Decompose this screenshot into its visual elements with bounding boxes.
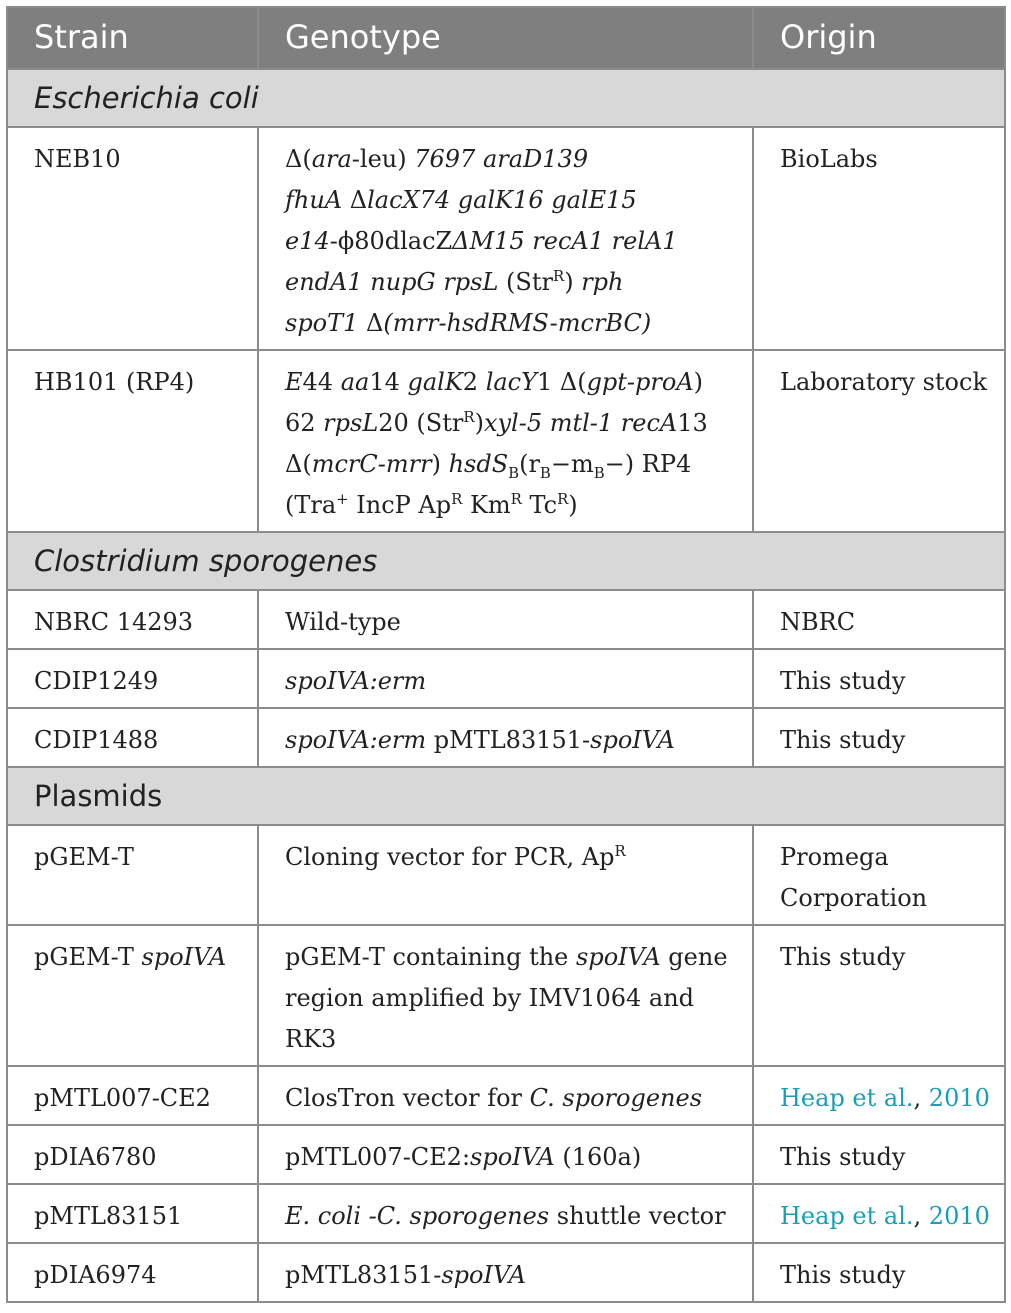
cell-genotype-line [285, 720, 734, 761]
text-segment: Δ( [285, 450, 312, 478]
text-segment: aa [340, 368, 370, 396]
text-segment: + [336, 490, 349, 508]
cell-genotype-line [285, 139, 734, 180]
cell-genotype [258, 708, 753, 767]
text-segment: ) [431, 450, 449, 478]
text-segment: , [913, 1202, 929, 1230]
text-segment: B [539, 463, 551, 482]
text-segment: spoIVA [470, 1143, 555, 1171]
cell-origin-line [780, 837, 986, 878]
cell-origin-line [780, 1137, 986, 1178]
table-row [7, 925, 1005, 1066]
text-segment: R [451, 490, 463, 508]
table-row [7, 1243, 1005, 1302]
text-segment: pMTL83151 [34, 1202, 183, 1230]
text-segment: CDIP1488 [34, 726, 159, 754]
cell-strain-line [34, 1078, 239, 1119]
cell-strain-line [34, 362, 239, 403]
citation-link[interactable]: 2010 [928, 1084, 990, 1112]
header-strain: Strain [7, 7, 258, 69]
text-segment: BioLabs [780, 145, 878, 173]
text-segment: This study [780, 667, 906, 695]
text-segment: B [593, 463, 605, 482]
text-segment: NBRC 14293 [34, 608, 194, 636]
section-row [7, 767, 1005, 825]
text-segment: ) [693, 368, 704, 396]
table-row [7, 825, 1005, 925]
text-segment: B [508, 463, 520, 482]
strains-table [6, 6, 1006, 1303]
text-segment: (Str [498, 268, 553, 296]
cell-strain [7, 1125, 258, 1184]
text-segment: -leu) [351, 145, 415, 173]
text-segment: R [510, 490, 522, 508]
cell-genotype [258, 649, 753, 708]
text-segment: ara [311, 145, 352, 173]
cell-origin-line [780, 602, 986, 643]
section-label: Clostridium sporogenes [7, 532, 1005, 590]
text-segment: lacX74 galK16 galE15 [367, 186, 637, 214]
cell-origin-line [780, 1078, 990, 1119]
text-segment: -ϕ80dlacZ [329, 227, 453, 255]
cell-origin-line [780, 720, 986, 761]
text-segment: pMTL007-CE2: [285, 1143, 471, 1171]
text-segment: Δ( [285, 145, 312, 173]
text-segment: −m [550, 450, 594, 478]
text-segment: mcrC-mrr [311, 450, 432, 478]
text-segment: E [285, 368, 303, 396]
text-segment: pGEM-T containing the [285, 943, 577, 971]
text-segment: ) [568, 491, 578, 519]
table-row [7, 649, 1005, 708]
text-segment: gene [660, 943, 728, 971]
text-segment: CDIP1249 [34, 667, 159, 695]
cell-origin-line [780, 139, 986, 180]
cell-strain-line [34, 602, 239, 643]
cell-origin-line [780, 362, 986, 403]
cell-origin [753, 350, 1005, 532]
text-segment: , [913, 1084, 929, 1112]
cell-genotype-line [285, 362, 734, 403]
text-segment: E. coli -C. sporogenes [285, 1202, 550, 1230]
text-segment: (Tra [285, 491, 337, 519]
cell-strain [7, 590, 258, 649]
text-segment: Δ [342, 186, 368, 214]
cell-genotype-line [285, 303, 734, 344]
text-segment: NEB10 [34, 145, 121, 173]
text-segment: NBRC [780, 608, 856, 636]
cell-strain-line [34, 1196, 239, 1237]
table-row [7, 1125, 1005, 1184]
table-row [7, 1184, 1005, 1243]
text-segment: This study [780, 943, 906, 971]
cell-origin [753, 1243, 1005, 1302]
text-segment: Km [462, 491, 511, 519]
text-segment: R [614, 842, 626, 860]
cell-origin [753, 708, 1005, 767]
text-segment: e14 [285, 227, 330, 255]
text-segment: pMTL83151- [426, 726, 591, 754]
cell-origin-line [780, 937, 986, 978]
table-row [7, 1066, 1005, 1125]
cell-origin-line [780, 1196, 990, 1237]
cell-strain [7, 1066, 258, 1125]
cell-genotype [258, 825, 753, 925]
text-segment: ) [564, 268, 582, 296]
section-label: Plasmids [7, 767, 1005, 825]
text-segment: 14 [369, 368, 408, 396]
text-segment: RK3 [285, 1025, 337, 1053]
cell-genotype-line [285, 602, 734, 643]
cell-genotype-line [285, 262, 734, 303]
cell-origin-line [780, 878, 986, 919]
text-segment: spoIVA [590, 726, 675, 754]
cell-strain [7, 127, 258, 350]
text-segment: 7697 araD139 [414, 145, 589, 173]
text-segment: (160a) [554, 1143, 642, 1171]
text-segment: endA1 nupG rpsL [285, 268, 499, 296]
cell-genotype-line [285, 1255, 734, 1296]
cell-strain-line [34, 720, 239, 761]
text-segment: 20 (Str [378, 409, 464, 437]
text-segment: lacY [485, 368, 537, 396]
cell-origin [753, 127, 1005, 350]
table-row [7, 590, 1005, 649]
table-row [7, 127, 1005, 350]
text-segment: Wild-type [285, 608, 401, 636]
cell-origin-line [780, 661, 986, 702]
text-segment: HB101 (RP4) [34, 368, 195, 396]
cell-strain [7, 649, 258, 708]
cell-genotype-line [285, 661, 734, 702]
text-segment: (mrr-hsdRMS-mcrBC) [383, 309, 652, 337]
text-segment: Laboratory stock [780, 368, 987, 396]
text-segment: (r [519, 450, 540, 478]
text-segment: −) RP4 [604, 450, 692, 478]
text-segment: Corporation [780, 884, 928, 912]
cell-strain [7, 350, 258, 532]
cell-origin [753, 590, 1005, 649]
text-segment: This study [780, 1261, 906, 1289]
cell-genotype [258, 1066, 753, 1125]
cell-genotype [258, 1184, 753, 1243]
text-segment: C. sporogenes [529, 1084, 703, 1112]
header-row [7, 7, 1005, 69]
cell-strain [7, 1184, 258, 1243]
text-segment: 1 Δ( [536, 368, 587, 396]
text-segment: fhuA [285, 186, 343, 214]
cell-genotype [258, 1125, 753, 1184]
cell-strain [7, 1243, 258, 1302]
section-row [7, 532, 1005, 590]
text-segment: pDIA6780 [34, 1143, 157, 1171]
text-segment: spoIVA:erm [285, 667, 427, 695]
cell-strain-line [34, 661, 239, 702]
text-segment: ΔM15 recA1 relA1 [452, 227, 678, 255]
cell-strain [7, 825, 258, 925]
text-segment: pMTL83151- [285, 1261, 442, 1289]
text-segment: Tc [521, 491, 558, 519]
header-origin: Origin [753, 7, 1005, 69]
cell-genotype [258, 1243, 753, 1302]
cell-strain-line [34, 1137, 239, 1178]
cell-strain [7, 708, 258, 767]
table-row [7, 708, 1005, 767]
table-body [7, 69, 1005, 1302]
text-segment: spoIVA [441, 1261, 526, 1289]
text-segment: ClosTron vector for [285, 1084, 530, 1112]
text-segment: spoT1 [285, 309, 359, 337]
cell-genotype [258, 925, 753, 1066]
text-segment: rph [581, 268, 624, 296]
cell-genotype [258, 590, 753, 649]
text-segment: 13 [677, 409, 708, 437]
section-label: Escherichia coli [7, 69, 1005, 127]
cell-genotype-line [285, 937, 734, 978]
citation-link[interactable]: 2010 [928, 1202, 990, 1230]
text-segment: Cloning vector for PCR, Ap [285, 843, 615, 871]
text-segment: 44 [302, 368, 341, 396]
cell-origin-line [780, 1255, 986, 1296]
text-segment: R [557, 490, 569, 508]
citation-link[interactable]: Heap et al. [780, 1084, 914, 1112]
text-segment: Promega [780, 843, 889, 871]
cell-genotype-line [285, 221, 734, 262]
cell-genotype-line [285, 1137, 734, 1178]
citation-link[interactable]: Heap et al. [780, 1202, 914, 1230]
text-segment: region amplified by IMV1064 and [285, 984, 695, 1012]
text-segment: xyl-5 mtl-1 recA [483, 409, 678, 437]
cell-origin [753, 1125, 1005, 1184]
cell-strain [7, 925, 258, 1066]
cell-genotype-line [285, 837, 734, 878]
text-segment: Δ [358, 309, 384, 337]
cell-strain-line [34, 139, 239, 180]
cell-strain-line [34, 937, 239, 978]
cell-genotype [258, 127, 753, 350]
cell-genotype-line [285, 444, 734, 485]
cell-origin [753, 1066, 1005, 1125]
cell-strain-line [34, 1255, 239, 1296]
text-segment: pMTL007-CE2 [34, 1084, 211, 1112]
text-segment: hsdS [448, 450, 509, 478]
cell-strain-line [34, 837, 239, 878]
text-segment: pDIA6974 [34, 1261, 157, 1289]
cell-origin [753, 925, 1005, 1066]
text-segment: R [463, 408, 475, 426]
cell-genotype-line [285, 1019, 734, 1060]
text-segment: 2 [462, 368, 486, 396]
cell-genotype [258, 350, 753, 532]
cell-genotype-line [285, 978, 734, 1019]
text-segment: pGEM-T [34, 843, 134, 871]
text-segment: gpt-proA [586, 368, 694, 396]
text-segment: spoIVA [141, 943, 227, 971]
cell-genotype-line [285, 403, 734, 444]
text-segment: ) [474, 409, 484, 437]
text-segment: pGEM-T [34, 943, 142, 971]
text-segment: IncP Ap [348, 491, 452, 519]
text-segment: galK [407, 368, 463, 396]
cell-genotype-line [285, 180, 734, 221]
cell-origin [753, 649, 1005, 708]
cell-origin [753, 1184, 1005, 1243]
text-segment: shuttle vector [549, 1202, 726, 1230]
table-row [7, 350, 1005, 532]
text-segment: This study [780, 726, 906, 754]
text-segment: 62 [285, 409, 324, 437]
text-segment: spoIVA [576, 943, 661, 971]
cell-origin [753, 825, 1005, 925]
text-segment: This study [780, 1143, 906, 1171]
cell-genotype-line [285, 1196, 734, 1237]
cell-genotype-line [285, 485, 734, 526]
text-segment: rpsL [323, 409, 379, 437]
table-header [7, 7, 1005, 69]
section-row [7, 69, 1005, 127]
text-segment: spoIVA:erm [285, 726, 427, 754]
header-genotype: Genotype [258, 7, 753, 69]
cell-genotype-line [285, 1078, 734, 1119]
text-segment: R [552, 267, 565, 285]
